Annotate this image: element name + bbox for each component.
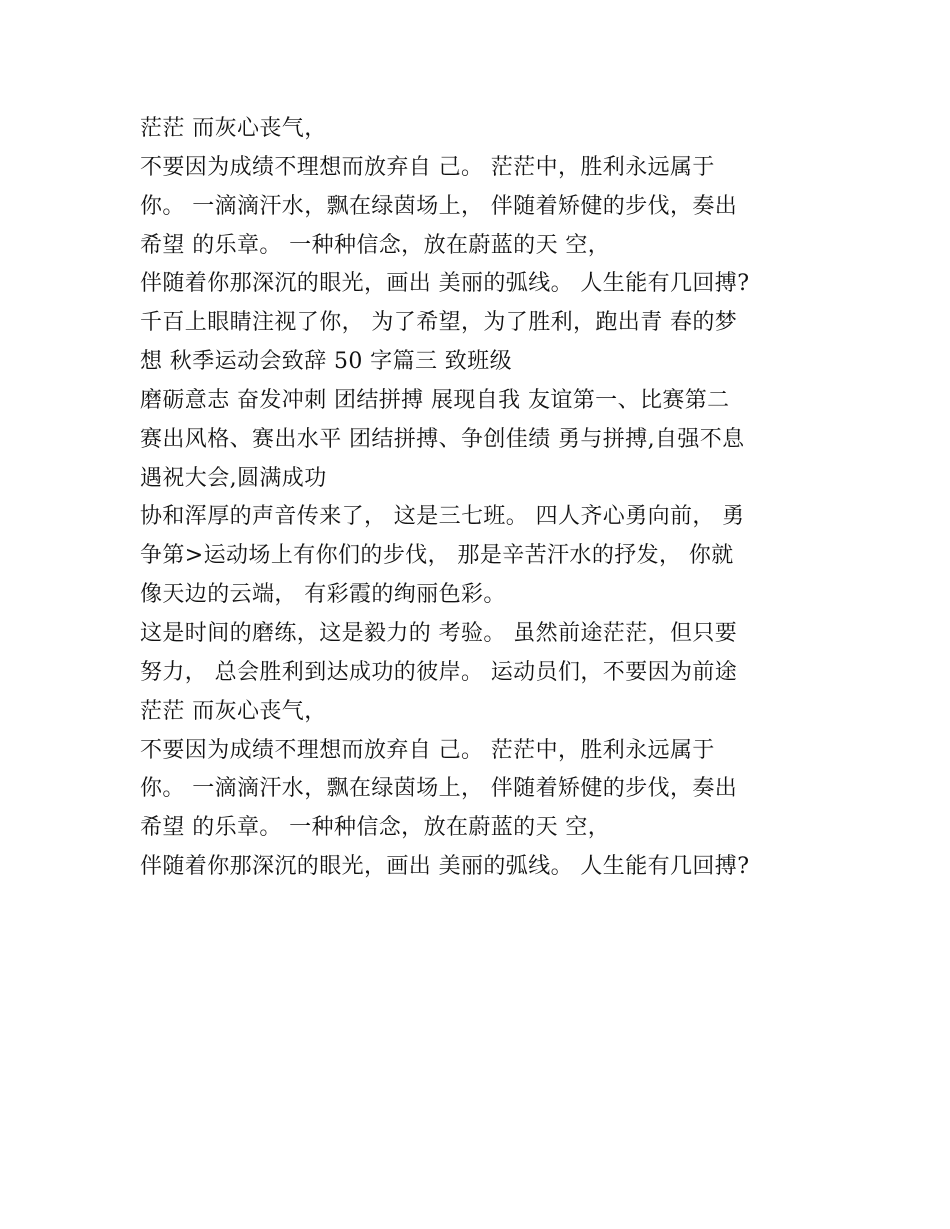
text-line: 磨砺意志 奋发冲刺 团结拼搏 展现自我 友谊第一、比赛第二 (140, 387, 730, 413)
text-line: 茫茫 而灰心丧气， (140, 116, 327, 141)
text-line: 这是时间的磨练，这是毅力的 考验。 虽然前途茫茫，但只要 (140, 620, 738, 646)
text-line: 你。 一滴滴汗水，飘在绿茵场上， 伴随着矫健的步伐，奏出 (140, 193, 738, 219)
text-line: 希望 的乐章。 一种种信念，放在蔚蓝的天 空， (140, 232, 611, 258)
text-line: 争第>运动场上有你们的步伐， 那是辛苦汗水的抒发， 你就 (140, 543, 734, 569)
text-line: 伴随着你那深沉的眼光，画出 美丽的弧线。 人生能有几回搏? (140, 854, 750, 880)
text-line: 不要因为成绩不理想而放弃自 己。 茫茫中，胜利永远属于 (140, 154, 715, 180)
text-line: 努力， 总会胜利到达成功的彼岸。 运动员们，不要因为前途 (140, 659, 738, 685)
text-line: 赛出风格、赛出水平 团结拼搏、争创佳绩 勇与拼搏,自强不息 (140, 426, 745, 452)
body-text (140, 110, 840, 887)
text-line: 千百上眼睛注视了你， 为了希望，为了胜利，跑出青 春的梦 (140, 310, 738, 336)
text-line: 像天边的云端， 有彩霞的绚丽色彩。 (140, 582, 506, 608)
text-line: 协和浑厚的声音传来了， 这是三七班。 四人齐心勇向前， 勇 (140, 504, 745, 530)
text-line: 伴随着你那深沉的眼光，画出 美丽的弧线。 人生能有几回搏? (140, 271, 750, 297)
text-line: 茫茫 而灰心丧气， (140, 698, 327, 724)
text-line: 遇祝大会,圆满成功 (140, 465, 327, 491)
text-line: 想 秋季运动会致辞 50 字篇三 致班级 (140, 349, 512, 375)
text-line: 希望 的乐章。 一种种信念，放在蔚蓝的天 空， (140, 815, 611, 841)
text-line: 不要因为成绩不理想而放弃自 己。 茫茫中，胜利永远属于 (140, 737, 715, 763)
text-line: 你。 一滴滴汗水，飘在绿茵场上， 伴随着矫健的步伐，奏出 (140, 776, 738, 802)
